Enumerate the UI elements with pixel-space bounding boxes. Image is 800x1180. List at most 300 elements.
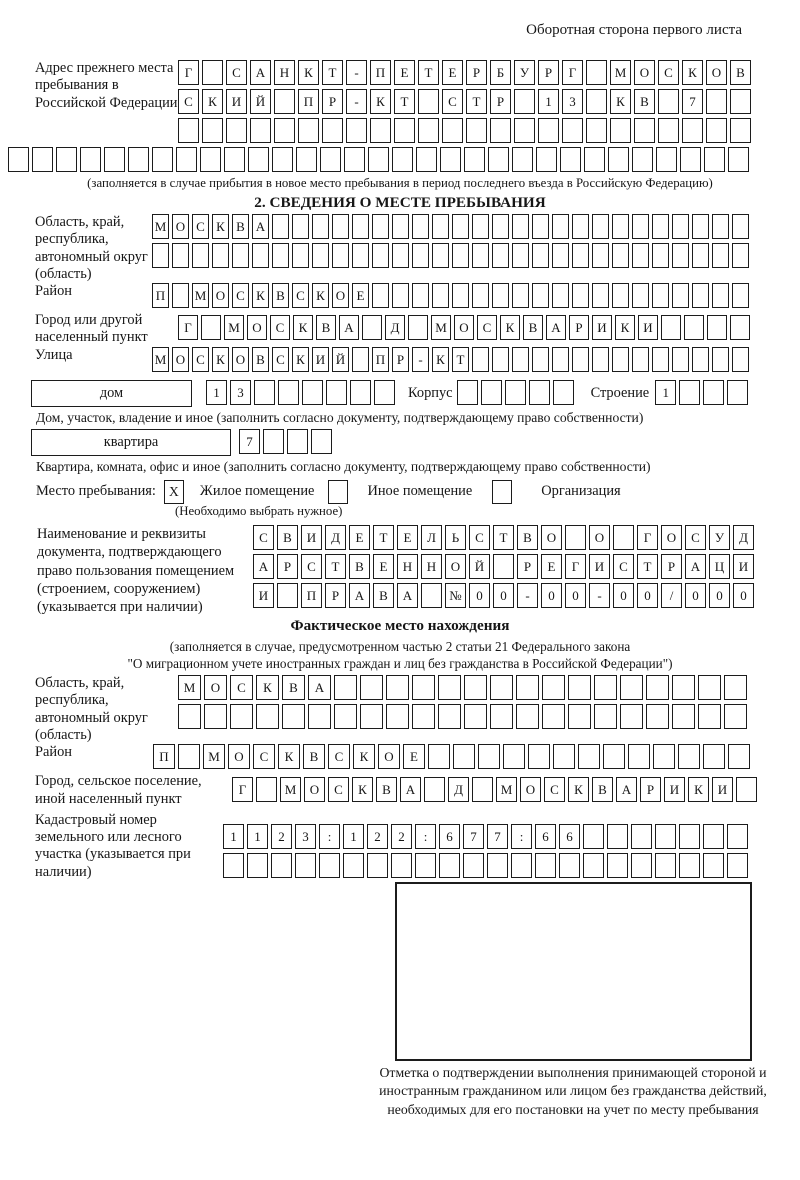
char-box[interactable]: О: [247, 315, 267, 340]
char-box-empty[interactable]: [620, 675, 643, 700]
char-box-empty[interactable]: [408, 315, 428, 340]
residence-checkbox-inoe[interactable]: [328, 480, 348, 504]
char-box[interactable]: Л: [421, 525, 442, 550]
char-box[interactable]: М: [431, 315, 451, 340]
char-box-empty[interactable]: [724, 675, 747, 700]
char-box-empty[interactable]: [532, 243, 549, 268]
char-box-empty[interactable]: [418, 89, 439, 114]
char-box[interactable]: Е: [394, 60, 415, 85]
char-box[interactable]: Е: [442, 60, 463, 85]
char-box[interactable]: :: [319, 824, 340, 849]
char-box-empty[interactable]: [586, 89, 607, 114]
char-box[interactable]: С: [613, 554, 634, 579]
char-box[interactable]: Ь: [445, 525, 466, 550]
char-box-empty[interactable]: [707, 315, 727, 340]
char-box-empty[interactable]: [172, 283, 189, 308]
char-box-empty[interactable]: [372, 243, 389, 268]
char-box[interactable]: В: [376, 777, 397, 802]
char-box[interactable]: О: [378, 744, 400, 769]
char-box-empty[interactable]: [230, 704, 253, 729]
char-box-empty[interactable]: [658, 89, 679, 114]
char-box-empty[interactable]: [308, 704, 331, 729]
char-box-empty[interactable]: [298, 118, 319, 143]
char-box[interactable]: К: [278, 744, 300, 769]
char-box[interactable]: /: [661, 583, 682, 608]
char-box-empty[interactable]: [472, 283, 489, 308]
char-box-empty[interactable]: [472, 347, 489, 372]
char-box[interactable]: С: [272, 347, 289, 372]
char-box[interactable]: А: [308, 675, 331, 700]
char-box-empty[interactable]: [332, 214, 349, 239]
char-box-empty[interactable]: [655, 824, 676, 849]
char-box-empty[interactable]: [200, 147, 221, 172]
char-box-empty[interactable]: [552, 214, 569, 239]
char-box-empty[interactable]: [412, 214, 429, 239]
char-box-empty[interactable]: [432, 283, 449, 308]
char-box-empty[interactable]: [542, 675, 565, 700]
char-box[interactable]: К: [682, 60, 703, 85]
char-box[interactable]: К: [202, 89, 223, 114]
char-box-empty[interactable]: [370, 118, 391, 143]
char-box-empty[interactable]: [263, 429, 284, 454]
char-box[interactable]: О: [228, 744, 250, 769]
char-box-empty[interactable]: [724, 704, 747, 729]
char-box-empty[interactable]: [712, 283, 729, 308]
char-box-empty[interactable]: [493, 554, 514, 579]
char-box[interactable]: С: [178, 89, 199, 114]
char-box[interactable]: О: [706, 60, 727, 85]
char-box[interactable]: Р: [277, 554, 298, 579]
char-box-empty[interactable]: [692, 243, 709, 268]
char-box-empty[interactable]: [672, 214, 689, 239]
char-box-empty[interactable]: [104, 147, 125, 172]
char-box-empty[interactable]: [565, 525, 586, 550]
char-box-empty[interactable]: [592, 347, 609, 372]
char-box[interactable]: Р: [569, 315, 589, 340]
char-box[interactable]: А: [349, 583, 370, 608]
char-box[interactable]: У: [514, 60, 535, 85]
char-box-empty[interactable]: [514, 118, 535, 143]
char-box-empty[interactable]: [392, 214, 409, 239]
char-box-empty[interactable]: [272, 214, 289, 239]
char-box-empty[interactable]: [457, 380, 478, 405]
char-box[interactable]: -: [517, 583, 538, 608]
char-box-empty[interactable]: [632, 243, 649, 268]
char-box-empty[interactable]: [727, 824, 748, 849]
char-box-empty[interactable]: [727, 380, 748, 405]
char-box-empty[interactable]: [372, 214, 389, 239]
char-box-empty[interactable]: [514, 89, 535, 114]
char-box-empty[interactable]: [453, 744, 475, 769]
kvartira-type-box[interactable]: квартира: [31, 429, 231, 456]
char-box[interactable]: П: [301, 583, 322, 608]
char-box-empty[interactable]: [392, 283, 409, 308]
char-box-empty[interactable]: [367, 853, 388, 878]
char-box-empty[interactable]: [202, 118, 223, 143]
char-box-empty[interactable]: [172, 243, 189, 268]
char-box-empty[interactable]: [178, 704, 201, 729]
char-box-empty[interactable]: [586, 118, 607, 143]
char-box-empty[interactable]: [572, 214, 589, 239]
char-box-empty[interactable]: [613, 525, 634, 550]
char-box-empty[interactable]: [511, 853, 532, 878]
char-box-empty[interactable]: [658, 118, 679, 143]
char-box[interactable]: П: [153, 744, 175, 769]
char-box[interactable]: А: [616, 777, 637, 802]
char-box-empty[interactable]: [463, 853, 484, 878]
char-box[interactable]: С: [232, 283, 249, 308]
char-box-empty[interactable]: [703, 744, 725, 769]
char-box[interactable]: И: [589, 554, 610, 579]
char-box[interactable]: Т: [466, 89, 487, 114]
char-box[interactable]: 0: [541, 583, 562, 608]
char-box-empty[interactable]: [586, 60, 607, 85]
char-box-empty[interactable]: [607, 824, 628, 849]
char-box[interactable]: М: [152, 214, 169, 239]
char-box-empty[interactable]: [438, 675, 461, 700]
char-box-empty[interactable]: [416, 147, 437, 172]
char-box[interactable]: О: [541, 525, 562, 550]
char-box-empty[interactable]: [56, 147, 77, 172]
char-box-empty[interactable]: [612, 243, 629, 268]
char-box-empty[interactable]: [322, 118, 343, 143]
char-box-empty[interactable]: [344, 147, 365, 172]
char-box-empty[interactable]: [532, 283, 549, 308]
char-box-empty[interactable]: [728, 744, 750, 769]
char-box-empty[interactable]: [202, 60, 223, 85]
char-box[interactable]: А: [400, 777, 421, 802]
char-box[interactable]: Р: [517, 554, 538, 579]
char-box[interactable]: Р: [392, 347, 409, 372]
char-box[interactable]: У: [709, 525, 730, 550]
char-box[interactable]: -: [412, 347, 429, 372]
char-box[interactable]: Т: [637, 554, 658, 579]
char-box-empty[interactable]: [610, 118, 631, 143]
char-box-empty[interactable]: [386, 704, 409, 729]
char-box[interactable]: Т: [325, 554, 346, 579]
char-box[interactable]: М: [496, 777, 517, 802]
char-box-empty[interactable]: [728, 147, 749, 172]
char-box-empty[interactable]: [360, 675, 383, 700]
char-box-empty[interactable]: [631, 824, 652, 849]
char-box[interactable]: Ц: [709, 554, 730, 579]
char-box-empty[interactable]: [628, 744, 650, 769]
char-box-empty[interactable]: [296, 147, 317, 172]
residence-checkbox-zhiloe[interactable]: X: [164, 480, 184, 504]
char-box-empty[interactable]: [607, 853, 628, 878]
char-box[interactable]: 3: [295, 824, 316, 849]
char-box[interactable]: Р: [325, 583, 346, 608]
char-box-empty[interactable]: [152, 243, 169, 268]
char-box-empty[interactable]: [661, 315, 681, 340]
char-box[interactable]: Т: [493, 525, 514, 550]
char-box-empty[interactable]: [612, 347, 629, 372]
char-box-empty[interactable]: [553, 744, 575, 769]
char-box[interactable]: К: [298, 60, 319, 85]
char-box-empty[interactable]: [394, 118, 415, 143]
char-box-empty[interactable]: [440, 147, 461, 172]
char-box[interactable]: 0: [493, 583, 514, 608]
char-box-empty[interactable]: [490, 704, 513, 729]
char-box-empty[interactable]: [503, 744, 525, 769]
char-box-empty[interactable]: [418, 118, 439, 143]
char-box[interactable]: Н: [397, 554, 418, 579]
char-box-empty[interactable]: [232, 243, 249, 268]
char-box[interactable]: С: [192, 214, 209, 239]
char-box[interactable]: С: [469, 525, 490, 550]
char-box[interactable]: С: [270, 315, 290, 340]
char-box[interactable]: 3: [230, 380, 251, 405]
char-box-empty[interactable]: [352, 243, 369, 268]
char-box-empty[interactable]: [412, 243, 429, 268]
char-box-empty[interactable]: [412, 704, 435, 729]
char-box-empty[interactable]: [204, 704, 227, 729]
char-box[interactable]: Р: [466, 60, 487, 85]
char-box-empty[interactable]: [272, 147, 293, 172]
char-box-empty[interactable]: [481, 380, 502, 405]
char-box[interactable]: :: [415, 824, 436, 849]
char-box-empty[interactable]: [438, 704, 461, 729]
char-box-empty[interactable]: [727, 853, 748, 878]
char-box[interactable]: Г: [565, 554, 586, 579]
char-box-empty[interactable]: [415, 853, 436, 878]
char-box[interactable]: 3: [562, 89, 583, 114]
char-box-empty[interactable]: [274, 89, 295, 114]
char-box-empty[interactable]: [536, 147, 557, 172]
char-box-empty[interactable]: [224, 147, 245, 172]
char-box-empty[interactable]: [250, 118, 271, 143]
char-box-empty[interactable]: [730, 118, 751, 143]
char-box[interactable]: И: [253, 583, 274, 608]
char-box[interactable]: К: [432, 347, 449, 372]
char-box-empty[interactable]: [583, 824, 604, 849]
char-box[interactable]: 0: [637, 583, 658, 608]
char-box[interactable]: К: [370, 89, 391, 114]
char-box-empty[interactable]: [452, 243, 469, 268]
char-box[interactable]: Р: [322, 89, 343, 114]
char-box-empty[interactable]: [692, 214, 709, 239]
char-box[interactable]: -: [589, 583, 610, 608]
char-box-empty[interactable]: [703, 853, 724, 878]
char-box-empty[interactable]: [684, 315, 704, 340]
char-box-empty[interactable]: [632, 283, 649, 308]
char-box-empty[interactable]: [432, 243, 449, 268]
char-box-empty[interactable]: [178, 744, 200, 769]
char-box-empty[interactable]: [552, 347, 569, 372]
char-box-empty[interactable]: [360, 704, 383, 729]
char-box[interactable]: Д: [448, 777, 469, 802]
char-box-empty[interactable]: [608, 147, 629, 172]
char-box[interactable]: А: [339, 315, 359, 340]
char-box-empty[interactable]: [560, 147, 581, 172]
char-box[interactable]: В: [303, 744, 325, 769]
char-box[interactable]: П: [152, 283, 169, 308]
char-box[interactable]: В: [277, 525, 298, 550]
char-box[interactable]: С: [658, 60, 679, 85]
char-box[interactable]: 0: [733, 583, 754, 608]
char-box[interactable]: К: [353, 744, 375, 769]
char-box-empty[interactable]: [362, 315, 382, 340]
char-box[interactable]: М: [192, 283, 209, 308]
char-box[interactable]: 7: [487, 824, 508, 849]
char-box[interactable]: М: [152, 347, 169, 372]
char-box[interactable]: О: [454, 315, 474, 340]
char-box-empty[interactable]: [572, 243, 589, 268]
char-box-empty[interactable]: [80, 147, 101, 172]
char-box[interactable]: -: [346, 89, 367, 114]
char-box[interactable]: О: [172, 347, 189, 372]
char-box[interactable]: В: [316, 315, 336, 340]
char-box[interactable]: 0: [709, 583, 730, 608]
char-box[interactable]: Г: [178, 60, 199, 85]
char-box-empty[interactable]: [704, 147, 725, 172]
char-box-empty[interactable]: [492, 243, 509, 268]
char-box[interactable]: С: [685, 525, 706, 550]
char-box[interactable]: М: [203, 744, 225, 769]
char-box[interactable]: Д: [733, 525, 754, 550]
char-box-empty[interactable]: [692, 347, 709, 372]
char-box-empty[interactable]: [490, 118, 511, 143]
char-box-empty[interactable]: [478, 744, 500, 769]
char-box-empty[interactable]: [672, 347, 689, 372]
char-box-empty[interactable]: [703, 380, 724, 405]
char-box[interactable]: И: [592, 315, 612, 340]
char-box[interactable]: 1: [247, 824, 268, 849]
char-box[interactable]: 7: [463, 824, 484, 849]
char-box[interactable]: Т: [322, 60, 343, 85]
char-box-empty[interactable]: [334, 675, 357, 700]
char-box[interactable]: С: [301, 554, 322, 579]
char-box[interactable]: 0: [469, 583, 490, 608]
char-box-empty[interactable]: [192, 243, 209, 268]
char-box-empty[interactable]: [412, 675, 435, 700]
char-box-empty[interactable]: [274, 118, 295, 143]
char-box[interactable]: О: [304, 777, 325, 802]
char-box[interactable]: К: [212, 214, 229, 239]
char-box[interactable]: О: [589, 525, 610, 550]
char-box[interactable]: К: [688, 777, 709, 802]
char-box[interactable]: С: [328, 777, 349, 802]
char-box-empty[interactable]: [516, 675, 539, 700]
char-box-empty[interactable]: [278, 380, 299, 405]
char-box-empty[interactable]: [412, 283, 429, 308]
char-box[interactable]: 0: [565, 583, 586, 608]
char-box-empty[interactable]: [672, 675, 695, 700]
char-box[interactable]: В: [523, 315, 543, 340]
char-box[interactable]: М: [280, 777, 301, 802]
char-box-empty[interactable]: [594, 675, 617, 700]
char-box-empty[interactable]: [584, 147, 605, 172]
char-box[interactable]: В: [282, 675, 305, 700]
char-box[interactable]: 0: [685, 583, 706, 608]
char-box-empty[interactable]: [464, 147, 485, 172]
char-box-empty[interactable]: [492, 283, 509, 308]
char-box-empty[interactable]: [632, 347, 649, 372]
char-box[interactable]: И: [226, 89, 247, 114]
char-box[interactable]: О: [172, 214, 189, 239]
char-box-empty[interactable]: [562, 118, 583, 143]
char-box[interactable]: Т: [394, 89, 415, 114]
char-box[interactable]: К: [615, 315, 635, 340]
char-box[interactable]: С: [230, 675, 253, 700]
char-box-empty[interactable]: [703, 824, 724, 849]
char-box-empty[interactable]: [631, 853, 652, 878]
char-box-empty[interactable]: [311, 429, 332, 454]
char-box-empty[interactable]: [732, 214, 749, 239]
char-box-empty[interactable]: [535, 853, 556, 878]
char-box-empty[interactable]: [732, 283, 749, 308]
char-box[interactable]: К: [292, 347, 309, 372]
char-box-empty[interactable]: [452, 283, 469, 308]
char-box[interactable]: С: [544, 777, 565, 802]
char-box-empty[interactable]: [350, 380, 371, 405]
char-box[interactable]: М: [610, 60, 631, 85]
char-box-empty[interactable]: [319, 853, 340, 878]
char-box-empty[interactable]: [464, 675, 487, 700]
char-box-empty[interactable]: [712, 214, 729, 239]
char-box[interactable]: Р: [538, 60, 559, 85]
char-box[interactable]: 2: [391, 824, 412, 849]
char-box-empty[interactable]: [271, 853, 292, 878]
char-box[interactable]: К: [256, 675, 279, 700]
char-box[interactable]: И: [712, 777, 733, 802]
char-box[interactable]: Т: [418, 60, 439, 85]
char-box-empty[interactable]: [277, 583, 298, 608]
char-box[interactable]: 2: [271, 824, 292, 849]
char-box[interactable]: П: [372, 347, 389, 372]
char-box-empty[interactable]: [292, 214, 309, 239]
char-box[interactable]: Й: [250, 89, 271, 114]
char-box-empty[interactable]: [512, 347, 529, 372]
char-box[interactable]: С: [253, 525, 274, 550]
char-box[interactable]: 1: [538, 89, 559, 114]
char-box-empty[interactable]: [452, 214, 469, 239]
char-box-empty[interactable]: [712, 347, 729, 372]
char-box-empty[interactable]: [372, 283, 389, 308]
char-box-empty[interactable]: [559, 853, 580, 878]
char-box[interactable]: В: [252, 347, 269, 372]
char-box-empty[interactable]: [223, 853, 244, 878]
char-box[interactable]: С: [192, 347, 209, 372]
char-box-empty[interactable]: [374, 380, 395, 405]
char-box[interactable]: 1: [223, 824, 244, 849]
char-box-empty[interactable]: [492, 214, 509, 239]
char-box[interactable]: В: [730, 60, 751, 85]
char-box[interactable]: К: [610, 89, 631, 114]
char-box-empty[interactable]: [568, 704, 591, 729]
char-box[interactable]: Б: [490, 60, 511, 85]
char-box-empty[interactable]: [553, 380, 574, 405]
char-box[interactable]: К: [212, 347, 229, 372]
residence-checkbox-org[interactable]: [492, 480, 512, 504]
char-box-empty[interactable]: [732, 347, 749, 372]
char-box-empty[interactable]: [652, 214, 669, 239]
char-box-empty[interactable]: [542, 704, 565, 729]
char-box-empty[interactable]: [8, 147, 29, 172]
char-box[interactable]: О: [232, 347, 249, 372]
char-box-empty[interactable]: [512, 147, 533, 172]
char-box[interactable]: Д: [385, 315, 405, 340]
char-box[interactable]: В: [592, 777, 613, 802]
char-box-empty[interactable]: [428, 744, 450, 769]
char-box-empty[interactable]: [634, 118, 655, 143]
char-box-empty[interactable]: [254, 380, 275, 405]
char-box-empty[interactable]: [442, 118, 463, 143]
char-box[interactable]: Е: [352, 283, 369, 308]
char-box[interactable]: Г: [232, 777, 253, 802]
char-box[interactable]: И: [664, 777, 685, 802]
char-box[interactable]: И: [638, 315, 658, 340]
